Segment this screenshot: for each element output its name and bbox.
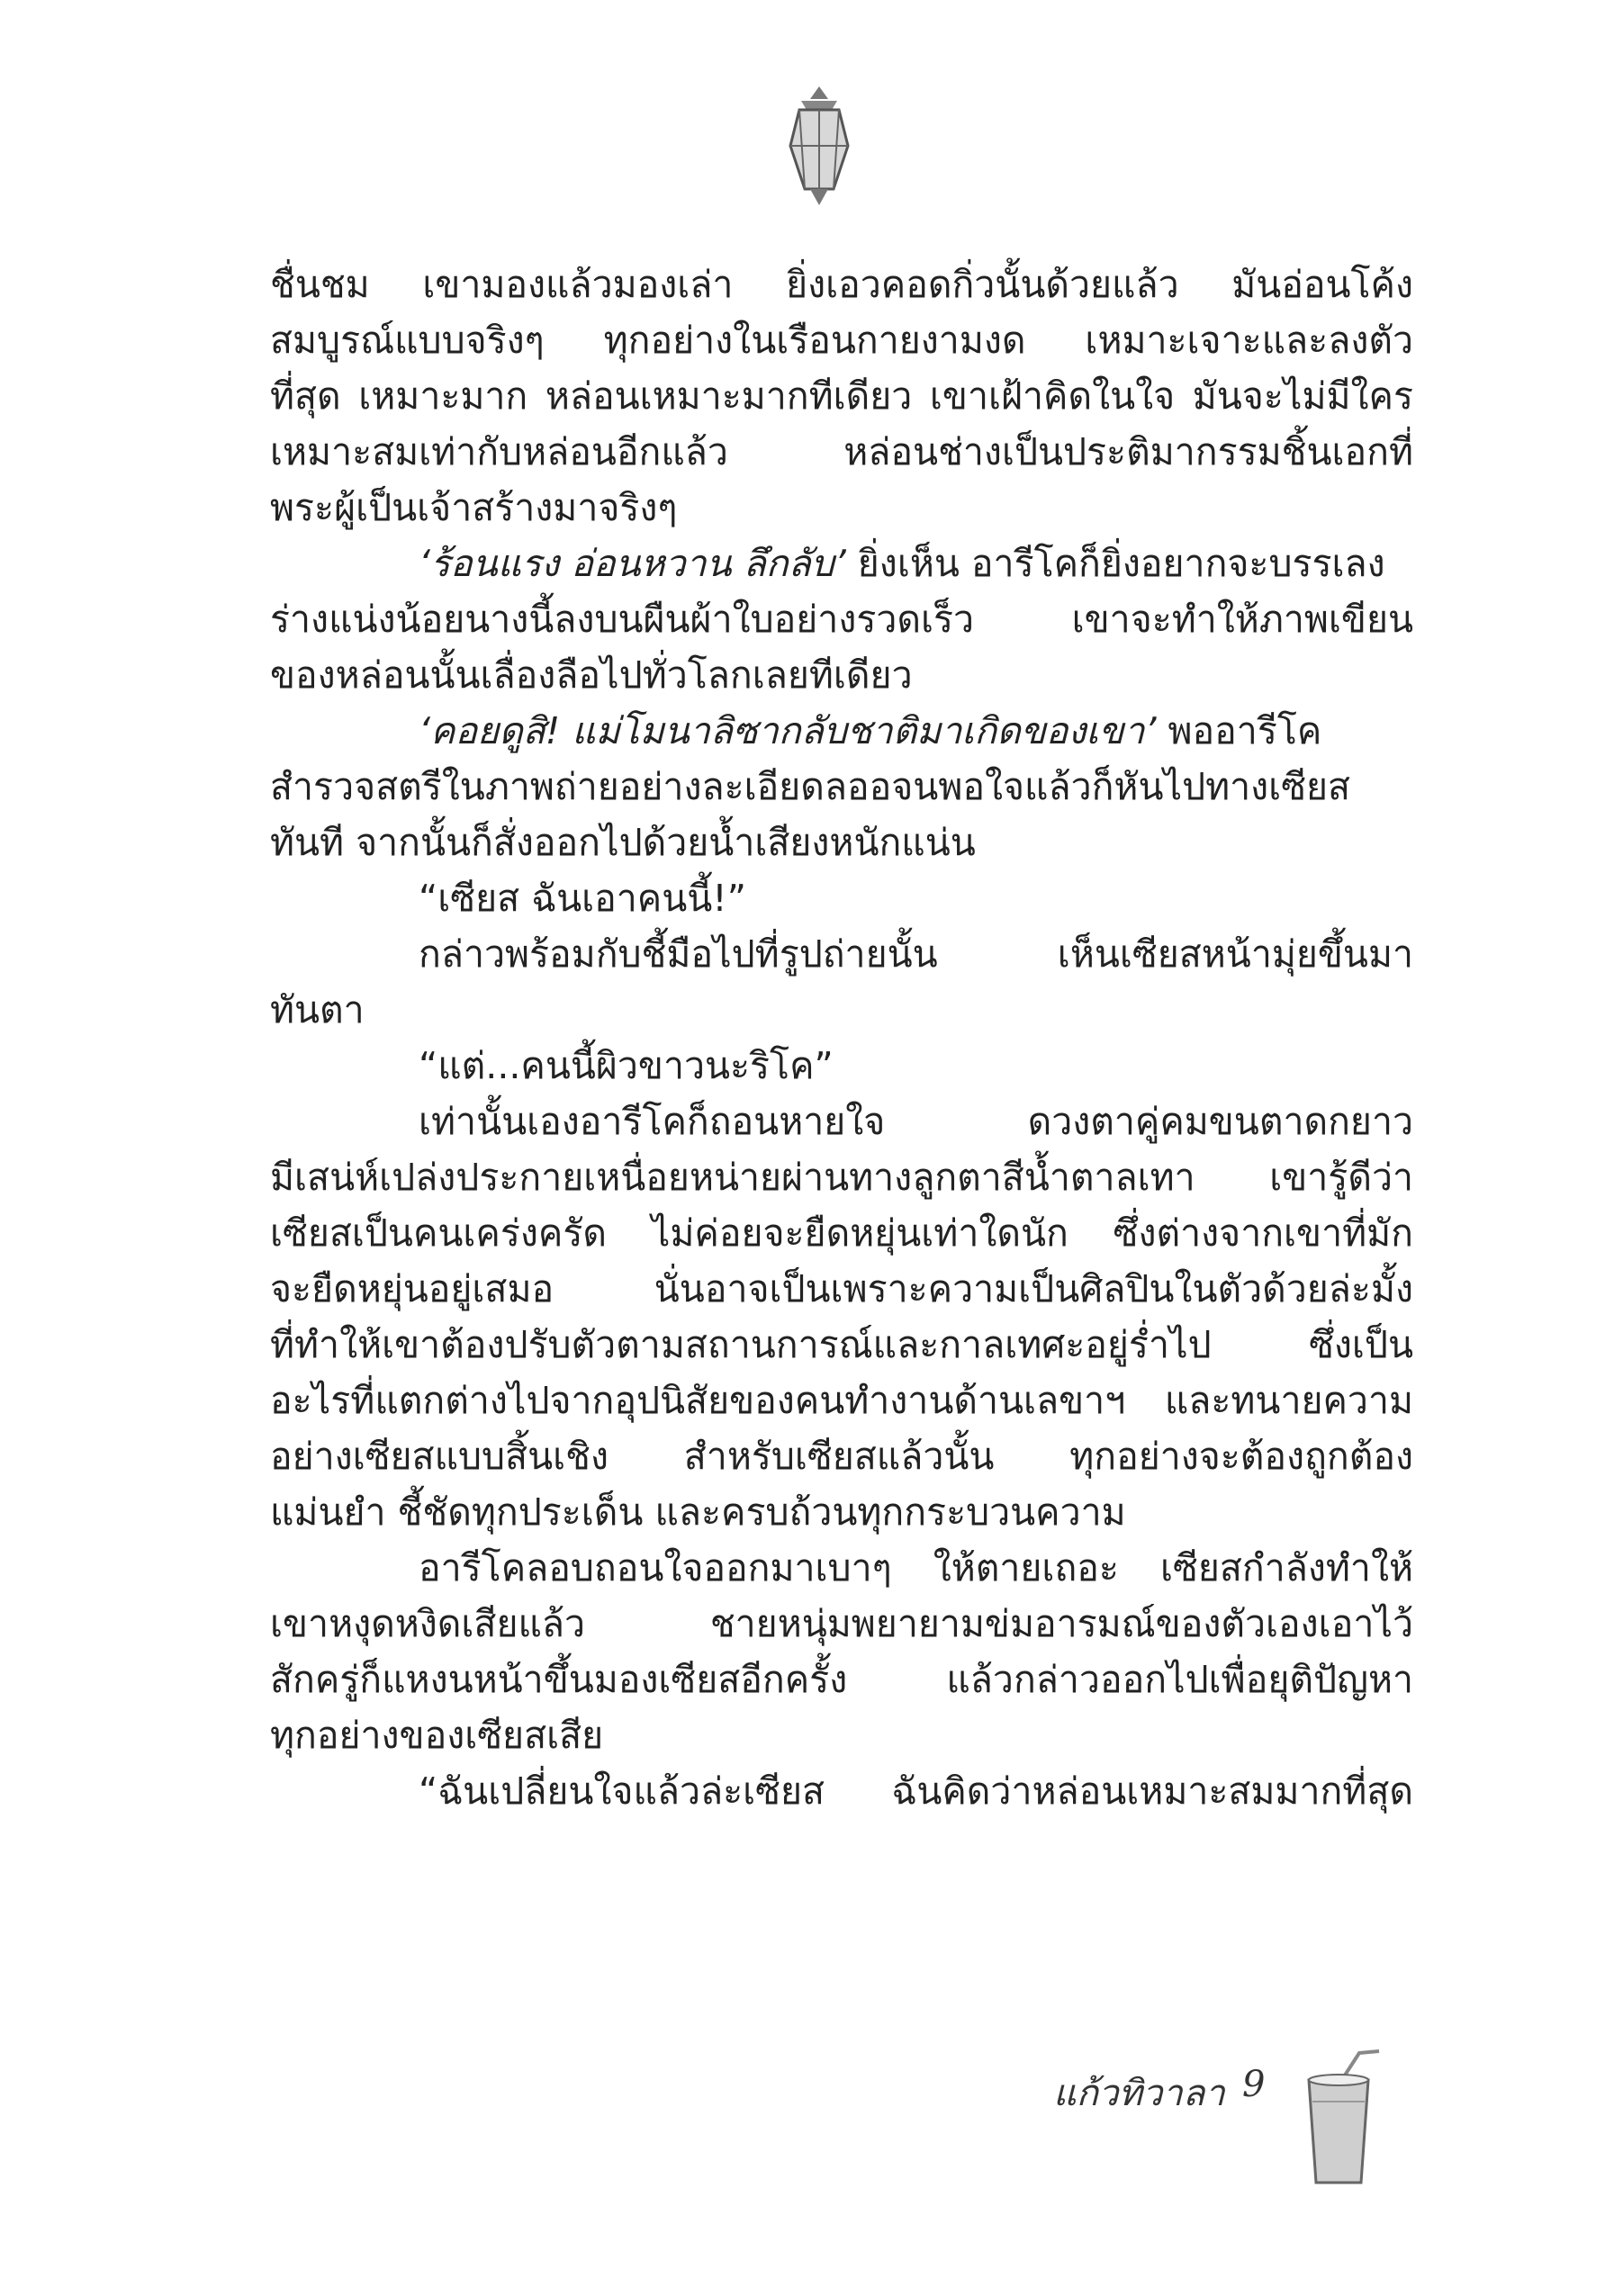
text-line: กล่าวพร้อมกับชี้มือไปที่รูปถ่ายนั้น เห็นเซียสหน้ามุ่ยขึ้นมา — [419, 932, 1413, 976]
italic-phrase: ‘คอยดูสิ! แม่โมนาลิซากลับชาติมาเกิดของเขา’ — [419, 709, 1157, 752]
text-line: เซียสเป็นคนเคร่งครัด ไม่ค่อยจะยืดหยุ่นเท่าใดนัก ซึ่งต่างจากเขาที่มัก — [270, 1211, 1413, 1255]
text-line: เขาหงุดหงิดเสียแล้ว ชายหนุ่มพยายามข่มอารมณ์ของตัวเองเอาไว้ — [270, 1602, 1413, 1645]
text-line: ที่ทำให้เขาต้องปรับตัวตามสถานการณ์และกาลเทศะอยู่ร่ำไป ซึ่งเป็น — [270, 1323, 1413, 1366]
page-footer — [972, 2048, 1332, 2228]
glass-with-straw-icon — [1296, 2048, 1386, 2192]
text-line: ที่สุด เหมาะมาก หล่อนเหมาะมากทีเดียว เขาเฝ้าคิดในใจ มันจะไม่มีใคร — [270, 374, 1413, 418]
text-line: “เซียส ฉันเอาคนนี้!” — [419, 877, 746, 920]
text-line: อารีโคลอบถอนใจออกมาเบาๆ ให้ตายเถอะ เซียสกำลังทำให้ — [419, 1546, 1413, 1589]
text-line: เท่านั้นเองอารีโคก็ถอนหายใจ ดวงตาคู่คมขนตาดกยาว — [419, 1100, 1413, 1143]
text-line: ทันที จากนั้นก็สั่งออกไปด้วยน้ำเสียงหนักแน่น — [270, 821, 976, 864]
text-line — [270, 536, 1413, 591]
book-title: แก้วทิวาลา — [1053, 2073, 1225, 2114]
text-line: แม่นยำ ชี้ชัดทุกประเด็น และครบถ้วนทุกกระบวนความ — [270, 1490, 1126, 1534]
text-line — [270, 703, 1413, 759]
text-line: เหมาะสมเท่ากับหล่อนอีกแล้ว หล่อนช่างเป็นประติมากรรมชิ้นเอกที่ — [270, 430, 1413, 473]
text-span: พออารีโค — [1156, 709, 1322, 752]
text-line: มีเสน่ห์เปล่งประกายเหนื่อยหน่ายผ่านทางลูกตาสีน้ำตาลเทา เขารู้ดีว่า — [270, 1156, 1413, 1199]
text-line: สำรวจสตรีในภาพถ่ายอย่างละเอียดลออจนพอใจแล้วก็หันไปทางเซียส — [270, 765, 1351, 808]
text-line: ร่างแน่งน้อยนางนี้ลงบนผืนผ้าใบอย่างรวดเร็ว เขาจะทำให้ภาพเขียน — [270, 598, 1413, 641]
text-line: “แต่...คนนี้ผิวขาวนะริโค” — [419, 1044, 834, 1087]
text-line: ชื่นชม เขามองแล้วมองเล่า ยิ่งเอวคอดกิ่วนั้นด้วยแล้ว มันอ่อนโค้ง — [270, 263, 1413, 306]
text-line: ทุกอย่างของเซียสเสีย — [270, 1714, 604, 1757]
text-span: ยิ่งเห็น อารีโคก็ยิ่งอยากจะบรรเลง — [845, 542, 1385, 585]
text-line: ทันตา — [270, 988, 365, 1031]
text-line: อย่างเซียสแบบสิ้นเชิง สำหรับเซียสแล้วนั้น ทุกอย่างจะต้องถูกต้อง — [270, 1435, 1413, 1478]
text-line: “ฉันเปลี่ยนใจแล้วล่ะเซียส ฉันคิดว่าหล่อนเหมาะสมมากที่สุด — [419, 1769, 1413, 1813]
text-line: อะไรที่แตกต่างไปจากอุปนิสัยของคนทำงานด้านเลขาฯ และทนายความ — [270, 1379, 1413, 1422]
text-line: พระผู้เป็นเจ้าสร้างมาจริงๆ — [270, 486, 678, 529]
text-line: สักครู่ก็แหงนหน้าขึ้นมองเซียสอีกครั้ง แล้วกล่าวออกไปเพื่อยุติปัญหา — [270, 1658, 1413, 1701]
body-text — [270, 257, 1413, 1819]
page-number: 9 — [1242, 2064, 1266, 2105]
italic-phrase: ‘ร้อนแรง อ่อนหวาน ลึกลับ’ — [419, 542, 846, 585]
text-line: จะยืดหยุ่นอยู่เสมอ นั่นอาจเป็นเพราะความเป็นศิลปินในตัวด้วยล่ะมั้ง — [270, 1267, 1413, 1310]
text-line: ของหล่อนนั้นเลื่องลือไปทั่วโลกเลยทีเดียว — [270, 653, 913, 697]
text-line: สมบูรณ์แบบจริงๆ ทุกอย่างในเรือนกายงามงด เหมาะเจาะและลงตัว — [270, 319, 1413, 362]
lantern-icon — [774, 83, 864, 209]
